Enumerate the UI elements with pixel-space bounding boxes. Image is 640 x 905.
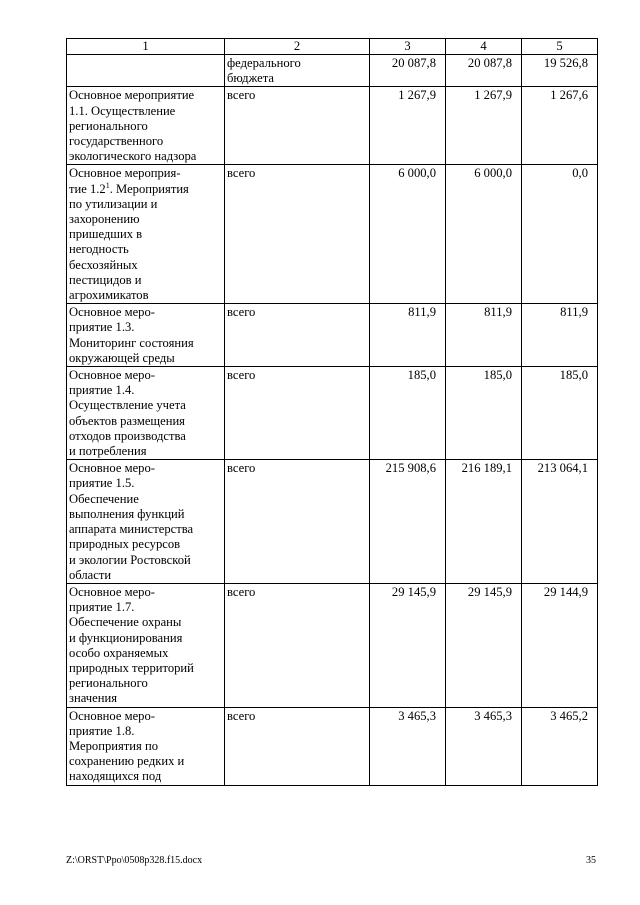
activity-name-line: отходов производства (69, 428, 186, 443)
activity-name-line: и функционирования (69, 630, 183, 645)
activity-name-line: пестицидов и (69, 272, 142, 287)
value-col-4: 185,0 (446, 367, 522, 460)
activity-name-line: негодность (69, 242, 129, 257)
header-col-1: 1 (67, 39, 225, 55)
activity-name-line: сохранению редких и (69, 754, 185, 769)
funding-source-cell (225, 583, 370, 707)
activity-name-cell (67, 460, 225, 584)
value-col-5: 3 465,2 (522, 707, 598, 785)
header-row (67, 39, 598, 55)
activity-name-line: агрохимикатов (69, 288, 149, 303)
activity-name-line: . Мероприятия (109, 181, 189, 196)
value-col-3: 811,9 (370, 304, 446, 367)
funding-source-cell (225, 55, 370, 87)
activity-name-line: Основное меро- (69, 708, 155, 723)
table-row (67, 583, 598, 707)
activity-name-line: аппарата министерства (69, 522, 194, 537)
activity-name-line: экологического надзора (69, 149, 197, 164)
activity-name-cell (67, 583, 225, 707)
activity-name-line: приятие 1.8. (69, 723, 135, 738)
activity-name-line: тие 1.2 (69, 181, 106, 196)
funding-source-line: бюджета (227, 71, 274, 86)
activity-name-line: Основное меро- (69, 461, 155, 476)
activity-name-cell (67, 165, 225, 304)
activity-name-line: находящихся под (69, 769, 162, 784)
activity-name-line: Мероприятия по (69, 738, 159, 753)
activity-name-line: Осуществление учета (69, 398, 186, 413)
activity-name-line: и экологии Ростовской (69, 552, 191, 567)
activity-name-line: Мониторинг состояния (69, 335, 194, 350)
value-col-5: 213 064,1 (522, 460, 598, 584)
value-col-3: 3 465,3 (370, 707, 446, 785)
value-col-4: 811,9 (446, 304, 522, 367)
table-body (67, 55, 598, 786)
activity-name-cell (67, 87, 225, 165)
activity-name-line: природных территорий (69, 660, 194, 675)
activity-name-line: Основное меро- (69, 584, 155, 599)
value-col-4: 216 189,1 (446, 460, 522, 584)
activity-name-line: бесхозяйных (69, 257, 138, 272)
activity-name-line: приятие 1.4. (69, 383, 135, 398)
activity-name-line: государственного (69, 134, 164, 149)
table-row (67, 304, 598, 367)
activity-name-cell (67, 367, 225, 460)
activity-name-line: 1.1. Осуществление (69, 103, 176, 118)
funding-source-line: федерального (227, 56, 301, 70)
activity-name-line: природных ресурсов (69, 537, 181, 552)
activity-name-line: Обеспечение охраны (69, 615, 182, 630)
header-col-5: 5 (522, 39, 598, 55)
table-row (67, 87, 598, 165)
activity-name-line: приятие 1.7. (69, 600, 135, 615)
activity-name-line: регионального (69, 118, 148, 133)
page-number: 35 (586, 855, 596, 866)
activity-name-line: особо охраняемых (69, 645, 169, 660)
funding-source-cell (225, 304, 370, 367)
funding-source-cell (225, 707, 370, 785)
value-col-3: 1 267,9 (370, 87, 446, 165)
activity-name-cell (67, 707, 225, 785)
value-col-3: 29 145,9 (370, 583, 446, 707)
value-col-5: 185,0 (522, 367, 598, 460)
value-col-3: 215 908,6 (370, 460, 446, 584)
activity-name-line: выполнения функций (69, 506, 185, 521)
footnote-marker: 1 (105, 180, 110, 190)
value-col-3: 185,0 (370, 367, 446, 460)
activity-name-line: регионального (69, 676, 148, 691)
activity-name-line: окружающей среды (69, 350, 175, 365)
activity-name-line: приятие 1.3. (69, 320, 135, 335)
table-row (67, 55, 598, 87)
value-col-5: 0,0 (522, 165, 598, 304)
funding-source-cell (225, 165, 370, 304)
activity-name-line: приятие 1.5. (69, 476, 135, 491)
funding-source-line: всего (227, 166, 256, 181)
funding-source-line: всего (227, 368, 256, 383)
funding-source-cell (225, 87, 370, 165)
funding-source-line: всего (227, 708, 256, 723)
funding-source-line: всего (227, 305, 256, 320)
funding-source-line: всего (227, 461, 256, 476)
footer-file-path: Z:\ORST\Ppo\0508p328.f15.docx (66, 855, 203, 866)
activity-name-line: пришедших в (69, 227, 143, 242)
activity-name-line: Основное мероприятие (69, 88, 195, 103)
table-row (67, 460, 598, 584)
header-col-3: 3 (370, 39, 446, 55)
activity-name-line: области (69, 567, 112, 582)
value-col-5: 811,9 (522, 304, 598, 367)
activity-name-line: объектов размещения (69, 413, 185, 428)
activity-name-line: Основное меро- (69, 305, 155, 320)
funding-source-line: всего (227, 88, 256, 103)
value-col-4: 1 267,9 (446, 87, 522, 165)
table-row (67, 367, 598, 460)
activity-name-cell (67, 55, 225, 87)
table-row (67, 707, 598, 785)
value-col-3: 20 087,8 (370, 55, 446, 87)
funding-source-line: всего (227, 584, 256, 599)
value-col-3: 6 000,0 (370, 165, 446, 304)
value-col-4: 3 465,3 (446, 707, 522, 785)
header-col-2: 2 (225, 39, 370, 55)
activity-name-line: и потребления (69, 444, 147, 459)
funding-source-cell (225, 367, 370, 460)
activity-name-line: Обеспечение (69, 491, 139, 506)
value-col-4: 6 000,0 (446, 165, 522, 304)
value-col-4: 20 087,8 (446, 55, 522, 87)
table-row (67, 165, 598, 304)
activity-name-cell (67, 304, 225, 367)
activity-name-line: Основное мероприя- (69, 166, 181, 181)
value-col-5: 29 144,9 (522, 583, 598, 707)
activity-name-line: Основное меро- (69, 368, 155, 383)
value-col-5: 1 267,6 (522, 87, 598, 165)
funding-source-cell (225, 460, 370, 584)
activity-name-line: захоронению (69, 212, 140, 227)
value-col-4: 29 145,9 (446, 583, 522, 707)
activity-name-line: значения (69, 691, 117, 706)
value-col-5: 19 526,8 (522, 55, 598, 87)
header-col-4: 4 (446, 39, 522, 55)
budget-table (66, 38, 598, 786)
activity-name-line: по утилизации и (69, 196, 158, 211)
